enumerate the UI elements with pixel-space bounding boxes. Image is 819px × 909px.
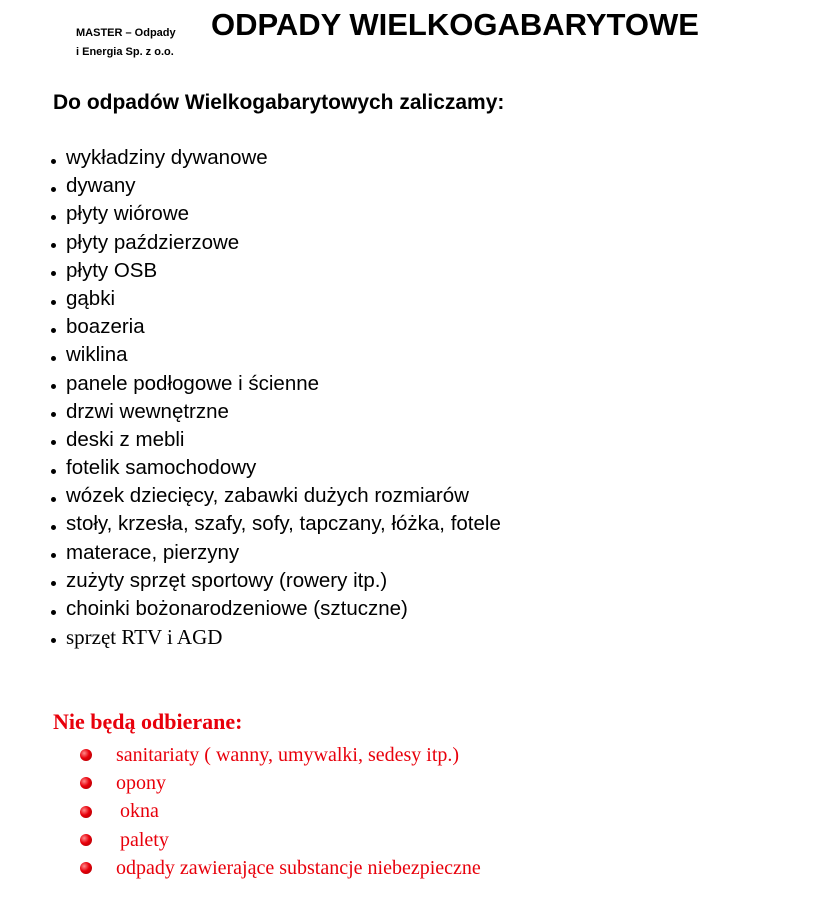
list-item xyxy=(51,172,501,200)
list-item-text: materace, pierzyny xyxy=(66,540,240,564)
bullet-icon xyxy=(51,384,56,389)
list-item xyxy=(51,398,501,426)
bullet-icon xyxy=(51,581,56,586)
list-item xyxy=(51,285,501,313)
bullet-icon xyxy=(51,243,56,248)
list-item-text: wiklina xyxy=(66,343,128,367)
bullet-icon xyxy=(51,356,56,361)
list-item xyxy=(51,370,501,398)
bullet-icon xyxy=(51,553,56,558)
bullet-icon xyxy=(51,638,56,643)
list-item xyxy=(51,510,501,538)
bullet-icon xyxy=(51,440,56,445)
bullet-icon xyxy=(51,610,56,615)
bullet-icon xyxy=(51,497,56,502)
bullet-icon xyxy=(51,271,56,276)
rejected-waste-heading: Nie będą odbierane: xyxy=(53,709,243,734)
company-name-line-2: i Energia Sp. z o.o. xyxy=(76,46,174,58)
list-item-text: wykładziny dywanowe xyxy=(66,146,268,169)
bullet-icon xyxy=(51,525,56,530)
rejected-list-item xyxy=(80,798,481,826)
bullet-icon xyxy=(51,215,56,220)
rejected-item-text: sanitariaty ( wanny, umywalki, sedesy itp.) xyxy=(116,743,460,766)
accepted-waste-heading: Do odpadów Wielkogabarytowych zaliczamy: xyxy=(53,91,505,114)
list-item-text: fotelik samochodowy xyxy=(66,456,257,480)
red-bullet-icon xyxy=(80,749,92,761)
list-item xyxy=(51,539,501,567)
rejected-list-item xyxy=(80,854,481,882)
rejected-item-text: okna xyxy=(120,800,159,823)
list-item-text: sprzęt RTV i AGD xyxy=(66,625,223,650)
list-item xyxy=(51,257,501,285)
list-item-text: boazeria xyxy=(66,315,145,339)
list-item xyxy=(51,623,501,651)
bullet-icon xyxy=(51,300,56,305)
list-item-text: deski z mebli xyxy=(66,427,185,451)
rejected-item-text: odpady zawierające substancje niebezpieczne xyxy=(116,856,481,879)
rejected-list-item xyxy=(80,826,481,854)
red-bullet-icon xyxy=(80,777,92,789)
rejected-item-text: opony xyxy=(116,771,166,794)
list-item xyxy=(51,229,501,257)
page-title: ODPADY WIELKOGABARYTOWE xyxy=(211,7,699,42)
rejected-list-item xyxy=(80,769,481,797)
red-bullet-icon xyxy=(80,806,92,818)
list-item xyxy=(51,595,501,623)
list-item xyxy=(51,426,501,454)
list-item-text: dywany xyxy=(66,174,136,198)
list-item xyxy=(51,144,501,172)
company-name xyxy=(76,24,176,62)
list-item-text: zużyty sprzęt sportowy (rowery itp.) xyxy=(66,568,388,592)
accepted-waste-list xyxy=(51,144,501,651)
rejected-waste-list xyxy=(80,741,481,882)
list-item xyxy=(51,313,501,341)
list-item xyxy=(51,341,501,369)
list-item-text: wózek dziecięcy, zabawki dużych rozmiarów xyxy=(66,484,469,508)
bullet-icon xyxy=(51,187,56,192)
rejected-item-text: palety xyxy=(120,828,169,851)
list-item-text: płyty wiórowe xyxy=(66,202,190,226)
list-item-text: gąbki xyxy=(66,286,116,310)
list-item-text: choinki bożonarodzeniowe (sztuczne) xyxy=(66,597,408,620)
list-item-text: płyty OSB xyxy=(66,258,158,282)
bullet-icon xyxy=(51,328,56,333)
list-item-text: płyty paździerzowe xyxy=(66,230,240,254)
list-item-text: drzwi wewnętrzne xyxy=(66,399,229,423)
bullet-icon xyxy=(51,469,56,474)
rejected-list-item xyxy=(80,741,481,769)
company-name-line-1: MASTER – Odpady xyxy=(76,27,176,39)
red-bullet-icon xyxy=(80,834,92,846)
list-item xyxy=(51,200,501,228)
bullet-icon xyxy=(51,412,56,417)
list-item xyxy=(51,567,501,595)
bullet-icon xyxy=(51,159,56,164)
list-item-text: panele podłogowe i ścienne xyxy=(66,371,320,395)
list-item xyxy=(51,454,501,482)
list-item xyxy=(51,482,501,510)
red-bullet-icon xyxy=(80,862,92,874)
list-item-text: stoły, krzesła, szafy, sofy, tapczany, łóżka, fotele xyxy=(66,512,501,536)
